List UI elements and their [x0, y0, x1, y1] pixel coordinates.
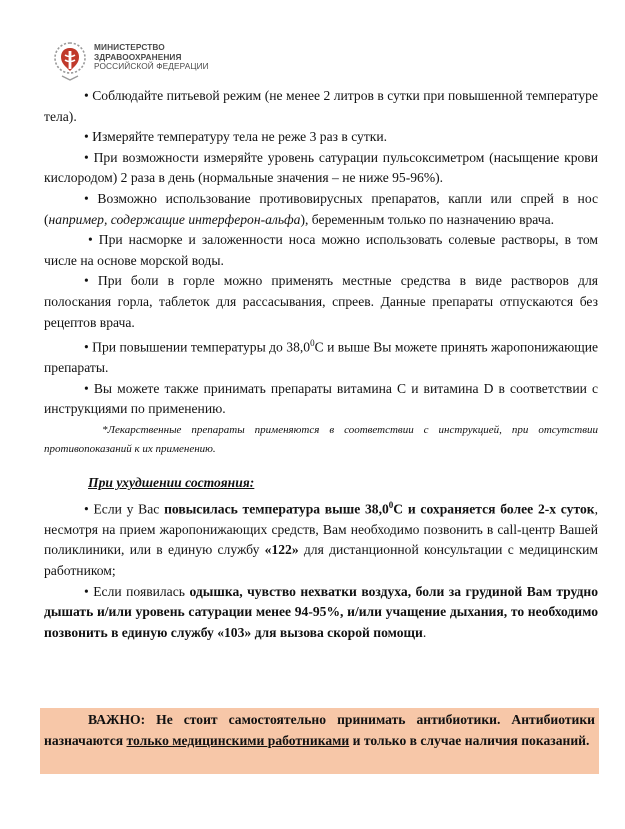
text-part: для дистанционной консультации с медицинским работником;: [44, 542, 598, 578]
degree-sup: 0: [310, 338, 315, 349]
bold-part: С и сохраняется более 2-х суток: [393, 501, 595, 517]
text-part: • Возможно использование противовирусных препаратов, капли или спрей в нос (: [44, 190, 598, 227]
footnote: *Лекарственные препараты применяются в соответствии с инструкцией, при отсутствии противопоказаний к их применению.: [44, 424, 598, 456]
recommendation-item: [44, 189, 598, 230]
bold-part: одышка, чувство нехватки воздуха, боли за грудиной Вам трудно дышать и/или уровень сатурации менее 94-95%, и/или учащение дыхания, то необходимо позвонить в единую службу «103» для вызова скорой помощи: [44, 583, 598, 640]
important-notice: [40, 708, 599, 774]
italic-example: например, содержащие интерферон-альфа: [48, 211, 301, 227]
text-part: ), беременным только по назначению врача.: [300, 211, 555, 227]
important-text-end: и только в случае наличия показаний.: [349, 732, 590, 748]
worsening-item: [44, 582, 598, 644]
logo-line-1: МИНИСТЕРСТВО: [94, 42, 165, 52]
important-underlined: только медицинскими работниками: [126, 732, 350, 748]
recommendation-item: • Вы можете также принимать препараты витамина С и витамина D в соответствии с инструкциями по применению.: [44, 380, 598, 417]
text-part: • При повышении температуры до 38,0: [84, 339, 311, 355]
ministry-emblem-icon: [52, 40, 88, 82]
text-part: , несмотря на прием жаропонижающих средств, Вам необходимо позвонить в call-центр Вашей поликлиники, или в единую службу: [44, 501, 598, 558]
recommendation-item: • Соблюдайте питьевой режим (не менее 2 литров в сутки при повышенной температуре тела).: [44, 88, 598, 124]
text-part: .: [422, 624, 427, 640]
worsening-heading: При ухудшении состояния:: [88, 475, 255, 491]
text-part: • Если у Вас: [84, 501, 165, 517]
document-body: [44, 86, 598, 643]
degree-sup: 0: [388, 499, 394, 510]
recommendation-item: • При боли в горле можно применять местные средства в виде растворов для полоскания горла, таблеток для рассасывания, спреев. Данные препараты отпускаются без рецептов врача.: [44, 273, 598, 330]
ministry-logo: [52, 40, 232, 86]
recommendation-item: • Измеряйте температуру тела не реже 3 раз в сутки.: [84, 129, 388, 145]
recommendation-item: • При насморке и заложенности носа можно использовать солевые растворы, в том числе на основе морской воды.: [44, 232, 598, 268]
text-part: С и выше Вы можете принять жаропонижающие препараты.: [44, 339, 599, 376]
logo-line-3: РОССИЙСКОЙ ФЕДЕРАЦИИ: [94, 61, 209, 72]
logo-line-2: ЗДРАВООХРАНЕНИЯ: [94, 51, 182, 62]
recommendation-item: • При возможности измеряйте уровень сатурации пульсоксиметром (насыщение крови кислородом) 2 раза в день (нормальные значения – не ниже 95-96%).: [44, 149, 598, 186]
text-part: • Если появилась: [84, 583, 190, 599]
important-text: ВАЖНО: Не стоит самостоятельно принимать антибиотики. Антибиотики назначаются: [44, 712, 595, 748]
bold-part: повысилась температура выше 38,0: [164, 501, 389, 517]
recommendation-item: [44, 333, 598, 379]
bold-part: «122»: [264, 542, 299, 558]
worsening-item: [44, 495, 598, 582]
